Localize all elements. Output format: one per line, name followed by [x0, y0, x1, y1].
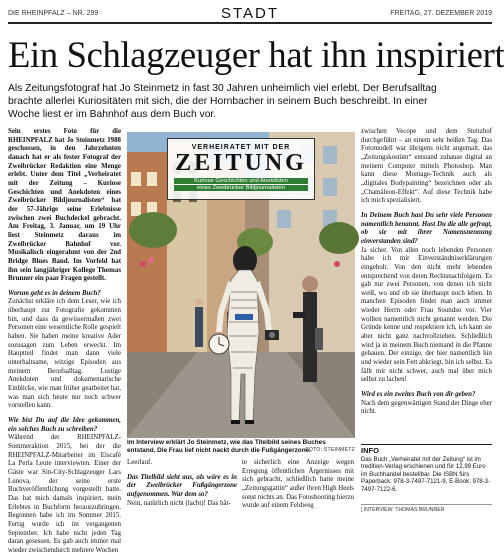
- caption-text: Im Interview erklärt Jo Steinmetz, wie das Titelbild seines Buches entstand. Die Frau lief nicht nackt durch die Fußgängerzone.: [127, 439, 326, 454]
- interview-answer: Ja sicher. Von allen noch lebenden Personen habe ich mir Einverständniserklärungen eingeholt. Von den nicht mehr lebenden entsprechend von deren Rechtsnachfolgern. Es gab nur zwei Personen, von denen ich nicht weiß, wo und ob sie überhaupt noch leben. In manchen Episoden findet man auch immer wieder Herrn oder Frau Soundso vor. Vier wollten namentlich nicht genannt werden. Die Gründe kenne und respektiere ich, ich kann sie aber nicht ganz nachvollziehen. Schließlich wird ja in meinem Buch niemand in die Pfanne gehauen. Der einzige, der hier namentlich hin und wieder sein Fett abkriegt, bin ich selbst. Es fällt mir nicht schwer, auch mal über mich selbst zu lachen!: [361, 246, 492, 384]
- interview-question: Wird es ein zweites Buch von dir geben?: [361, 391, 476, 399]
- interview-question: Das Titelbild sieht aus, als wäre es in der Zweibrücker Fußgängerzone aufgenommen. War dem so?: [127, 473, 237, 498]
- article-column-3: [242, 459, 354, 517]
- interview-answer: Während der RHEINPFALZ-Sommeraktion 2015, bei der die RHEINPFALZ-Mitarbeiter im Eiscafé La Perla Leute interviewten. Einer der Gäste war Sin-City-Schlagzeuger Lars Lunova, der seine erste Buchveröffentlichung vorgestellt hatte. Das hat mich damals inspiriert, mein Erlebtes in Buchform herauszubringen. Begonnen habe ich im Sommer 2015. Fertig wurde ich im vergangenen September. Ich habe nicht jeden Tag daran gesessen. Es gab auch immer mal wieder zwischendurch mehrere Wochen: [8, 434, 121, 554]
- info-title: INFO: [361, 446, 379, 455]
- interview-block-5: [361, 391, 492, 417]
- photo-caption: [127, 439, 355, 454]
- interview-answer: Zunächst erkläre ich dem Leser, wie ich überhaupt zur Fotografie gekommen bin, und dass da gewissermaßen zwei Personen eine wesentliche Rolle gespielt haben. Sie haben meine kreative Ader sozusagen zum Leben erweckt. Im Hauptteil findet man dann viele unterhaltsame, witzige Episoden aus meinem Berufsalltag. Lustige Anekdoten und dokumentarische Einblicke, wie man früher gearbeitet hat, was man sich heute nur noch schwer vorstellen kann.: [8, 298, 121, 410]
- book-cover-photo: [127, 132, 355, 438]
- interview-question: Worum geht es in deinem Buch?: [8, 289, 101, 297]
- photo-credit: FOTO: STEINMETZ: [305, 446, 355, 453]
- interview-credit: | INTERVIEW: THOMAS BRUNNER: [361, 504, 492, 513]
- info-box: [361, 444, 492, 493]
- interview-answer: Nein, natürlich nicht (lacht)! Das hät-: [127, 499, 231, 507]
- interview-block-2: [8, 417, 121, 556]
- interview-question: In Deinem Buch hast Du sehr viele Personen namentlich benannt. Hast Du die alle gefragt, ob sie mit ihrer Namensnennung einverstanden sind?: [361, 211, 492, 245]
- issue-date: FREITAG, 27. DEZEMBER 2019: [390, 10, 492, 17]
- book-subtitle-line2: eines Zweibrücker Bildjournalisten: [174, 185, 308, 191]
- interview-answer-cont: zwischen Vecope und dem Steitzhof durchgeführt – an einem sehr heißen Tag. Das Fotomodell war übrigens nicht angemalt, das „Zeitungskostüm“ entstand zuhause digital an meinem Computer mittels Photoshop. Man kann diese Montage-Technik auch als „digitales Bodypainting“ bezeichnen oder als „Chamäleon-Effekt“. Auf diese Technik habe ich mich spezialisiert.: [361, 128, 492, 205]
- book-subtitle-line1: Kuriose Geschichten und Anekdoten: [174, 178, 308, 184]
- article-headline: Ein Schlagzeuger hat ihn inspiriert: [8, 34, 504, 75]
- interview-block-4: [361, 212, 492, 385]
- section-title: STADT: [220, 5, 280, 22]
- interview-question: Wie bist Du auf die Idee gekommen, ein solches Buch zu schreiben?: [8, 417, 121, 433]
- page-header: [8, 6, 492, 24]
- article-intro: Sein erstes Foto für die RHEINPFALZ hat Jo Steinmetz 1988 geschossen, in den Jahrzehnten danach hat er als fester Fotograf der Zweibrücker Redaktion eine Menge erlebt. Unter dem Titel „Verheiratet mit der Zeitung – Kuriose Geschichten und Anekdoten eines Zweibrücker Bildjournalisten“ hat der 57-Jährige seine Erlebnisse zwischen zwei Buchdeckel gebracht. Am Freitag, 3. Januar, um 19 Uhr liest Steinmetz daraus im Zweibrücker Bahnhof vor. Musikalisch eingerahmt von der 2nd Bridge Blues Band. Im Vorfeld hat ihn sein langjähriger Kollege Thomas Brunner ein paar Fragen gestellt.: [8, 128, 121, 283]
- book-title-line1: VERHEIRATET MIT DER: [191, 144, 291, 151]
- article-column-1: [8, 128, 121, 554]
- interview-block-3: [127, 474, 237, 509]
- article-lead: Als Zeitungsfotograf hat Jo Steinmetz in fast 30 Jahren unheimlich viel erlebt. Der Berufsalltag brachte allerlei Kuriositäten mit sich, die der Hornbacher in seinem Buch beschreibt. In einer Woche liest er im Bahnhof aus dem Buch vor.: [8, 83, 437, 120]
- interview-answer-cont: Leerlauf.: [127, 459, 153, 466]
- interview-answer-cont: te sicherlich eine Anzeige wegen Erregung öffentlichen Ärgernisses mit sich gebracht, schließlich hatte meine „Zeitungsgattin“ außer ihren High Heels sonst nichts an. Das Fotoshooting hierzu wurde auf einem Feldweg: [242, 459, 354, 510]
- book-title-line2: ZEITUNG: [175, 150, 307, 176]
- interview-block-1: [8, 290, 121, 411]
- newspaper-issue: DIE RHEINPFALZ – NR. 299: [8, 10, 99, 17]
- article-column-4: [361, 128, 492, 441]
- book-title-panel: [167, 138, 315, 200]
- article-column-2: [127, 459, 237, 517]
- interview-answer: Nach dem gegenwärtigen Stand der Dinge eher nicht.: [361, 399, 492, 416]
- info-text: Das Buch „Verheiratet mit der Zeitung“ ist im tredition-Verlag erschienen und für 12,99 Euro im Buchhandel bestellbar. Die ISBN fürs Paperback: 978-3-7497-7121-9, E-Book: 978-3-7497-7122-6.: [361, 455, 491, 493]
